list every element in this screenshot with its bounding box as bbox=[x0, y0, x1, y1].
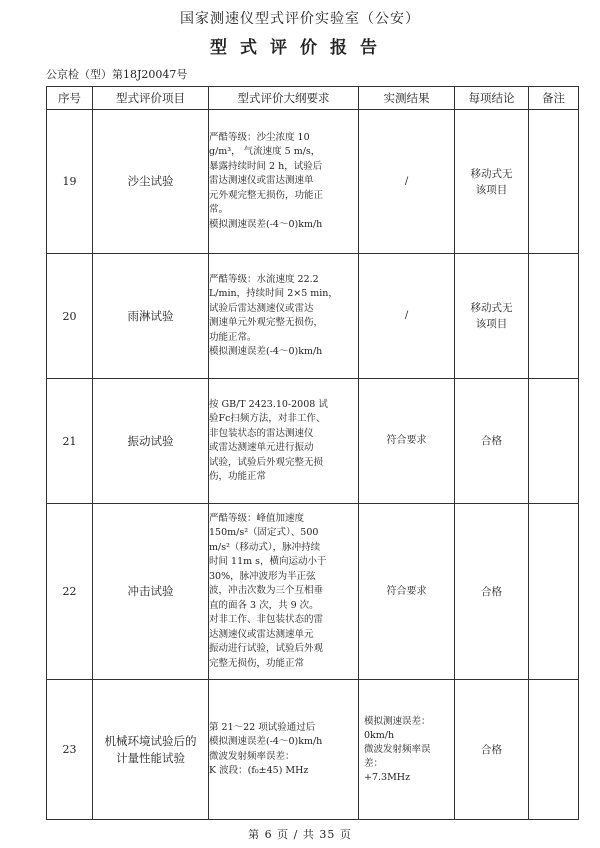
row-requirement-line: 对非工作、非包装状态的雷 bbox=[209, 614, 324, 626]
row-requirement-line: 验Fc扫频方法，对非工作、 bbox=[209, 413, 326, 424]
row-remark bbox=[529, 254, 579, 379]
report-number: 公京检（型）第18J20047号 bbox=[46, 68, 188, 81]
col-header-item: 型式评价项目 bbox=[93, 87, 209, 110]
row-requirement-line: 严酷等级：水流速度 22.2 bbox=[209, 273, 319, 285]
col-header-result: 实测结果 bbox=[359, 87, 455, 110]
row-requirement-line: 时间 11m s，横向运动小于 bbox=[209, 556, 327, 568]
row-requirement-line: 雷达测速仪或雷达测速单 bbox=[209, 175, 314, 187]
row-number: 20 bbox=[47, 254, 93, 379]
table-row bbox=[47, 379, 579, 504]
row-remark bbox=[529, 110, 579, 254]
row-result-line: / bbox=[404, 310, 409, 321]
row-requirement bbox=[209, 110, 359, 254]
row-conclusion-line: 合格 bbox=[481, 743, 502, 756]
table-row bbox=[47, 254, 579, 379]
row-conclusion bbox=[455, 110, 529, 254]
row-item-line: 振动试验 bbox=[127, 433, 174, 448]
row-conclusion bbox=[455, 504, 529, 680]
row-item bbox=[93, 504, 209, 680]
col-header-requirement: 型式评价大纲要求 bbox=[209, 87, 359, 110]
page-footer: 第 6 页 / 共 35 页 bbox=[248, 828, 352, 841]
row-requirement-line: 伤，功能正常 bbox=[209, 471, 267, 482]
table-row bbox=[47, 680, 579, 820]
row-item bbox=[93, 680, 209, 820]
row-requirement-line: 常。 bbox=[209, 204, 229, 216]
row-item bbox=[93, 379, 209, 504]
row-conclusion-line: 移动式无 bbox=[470, 167, 513, 180]
row-result-line: 微波发射频率误 bbox=[364, 743, 431, 755]
lab-name: 国家测速仪型式评价实验室（公安） bbox=[180, 11, 420, 27]
table-row bbox=[47, 504, 579, 680]
row-item-line: 冲击试验 bbox=[127, 584, 174, 598]
row-remark bbox=[529, 504, 579, 680]
row-requirement-line: 模拟测速误差(-4～0)km/h bbox=[209, 736, 323, 747]
row-requirement-line: 暴露持续时间 2 h，试验后 bbox=[209, 160, 323, 172]
col-header-remark: 备注 bbox=[529, 87, 579, 110]
row-result bbox=[359, 379, 455, 504]
row-requirement-line: 振动进行试验，试验后外观 bbox=[209, 643, 324, 655]
row-result bbox=[359, 504, 455, 680]
row-requirement bbox=[209, 379, 359, 504]
row-result-line: / bbox=[404, 175, 409, 187]
row-requirement-line: 功能正常。 bbox=[209, 331, 257, 343]
row-requirement-line: 按 GB/T 2423.10-2008 试 bbox=[209, 398, 328, 410]
row-requirement-line: 模拟测速误差(-4～0)km/h bbox=[209, 346, 323, 357]
row-result-line: 符合要求 bbox=[386, 435, 427, 446]
table-header-row bbox=[47, 87, 579, 110]
row-result-line: +7.3MHz bbox=[364, 771, 411, 783]
row-requirement-line: 微波发射频率误差： bbox=[209, 750, 295, 762]
row-number: 21 bbox=[47, 379, 93, 504]
row-requirement bbox=[209, 254, 359, 379]
row-number: 22 bbox=[47, 504, 93, 680]
row-item bbox=[93, 110, 209, 254]
row-requirement bbox=[209, 680, 359, 820]
row-requirement-line: 完整无损伤，功能正常 bbox=[209, 657, 305, 669]
row-conclusion bbox=[455, 379, 529, 504]
evaluation-table bbox=[46, 86, 579, 820]
row-requirement-line: 试验后雷达测速仪或雷达 bbox=[209, 302, 314, 314]
row-result-line: 符合要求 bbox=[386, 585, 427, 597]
row-conclusion-line: 合格 bbox=[481, 435, 502, 447]
row-number: 23 bbox=[47, 680, 93, 820]
row-result bbox=[359, 680, 455, 820]
row-result-line: 模拟测速误差： bbox=[364, 715, 431, 727]
row-item-line: 计量性能试验 bbox=[116, 750, 185, 765]
row-result bbox=[359, 110, 455, 254]
row-conclusion-line: 合格 bbox=[481, 585, 502, 598]
row-requirement-line: 30%，脉冲波形为半正弦 bbox=[209, 570, 316, 582]
row-requirement-line: m/s²（移动式），脉冲持续 bbox=[209, 541, 321, 553]
col-header-conclusion: 每项结论 bbox=[455, 87, 529, 110]
row-remark bbox=[529, 379, 579, 504]
row-conclusion-line: 该项目 bbox=[475, 318, 508, 330]
row-requirement-line: 严酷等级：峰值加速度 bbox=[209, 512, 305, 524]
row-requirement-line: 150m/s²（固定式）、500 bbox=[209, 527, 319, 539]
row-conclusion-line: 该项目 bbox=[475, 183, 508, 196]
row-requirement-line: 模拟测速误差(-4～0)km/h bbox=[209, 218, 323, 230]
row-result bbox=[359, 254, 455, 379]
row-requirement-line: 直的面各 3 次，共 9 次。 bbox=[209, 599, 319, 611]
row-requirement-line: 测速单元外观完整无损伤， bbox=[209, 317, 324, 328]
row-requirement-line: 严酷等级：沙尘浓度 10 bbox=[209, 131, 310, 143]
col-header-no: 序号 bbox=[47, 87, 93, 110]
row-item-line: 雨淋试验 bbox=[127, 308, 174, 323]
row-conclusion bbox=[455, 680, 529, 820]
row-requirement-line: 波，冲击次数为三个互相垂 bbox=[209, 585, 324, 597]
row-requirement-line: 试验，试验后外观完整无损 bbox=[209, 456, 324, 468]
row-conclusion bbox=[455, 254, 529, 379]
table-row bbox=[47, 110, 579, 254]
row-requirement-line: 非包装状态的雷达测速仪 bbox=[209, 427, 314, 439]
row-requirement-line: 元外观完整无损伤，功能正 bbox=[209, 189, 324, 201]
row-requirement bbox=[209, 504, 359, 680]
row-result-line: 差： bbox=[364, 757, 384, 769]
row-remark bbox=[529, 680, 579, 820]
row-requirement-line: 第 21～22 项试验通过后 bbox=[209, 721, 316, 733]
row-requirement-line: 或雷达测速单元进行振动 bbox=[209, 442, 314, 453]
row-number: 19 bbox=[47, 110, 93, 254]
row-requirement-line: K 波段：(f₀±45) MHz bbox=[209, 765, 309, 776]
row-requirement-line: L/min，持续时间 2×5 min， bbox=[209, 288, 338, 299]
row-requirement-line: g/m³， 气流速度 5 m/s， bbox=[209, 146, 321, 158]
row-item-line: 机械环境试验后的 bbox=[104, 733, 197, 748]
report-title: 型式评价报告 bbox=[210, 38, 390, 58]
row-conclusion-line: 移动式无 bbox=[470, 302, 513, 314]
row-result-line: 0km/h bbox=[364, 729, 395, 741]
row-item bbox=[93, 254, 209, 379]
row-item-line: 沙尘试验 bbox=[127, 174, 174, 188]
row-requirement-line: 达测速仪或雷达测速单元 bbox=[209, 628, 314, 640]
